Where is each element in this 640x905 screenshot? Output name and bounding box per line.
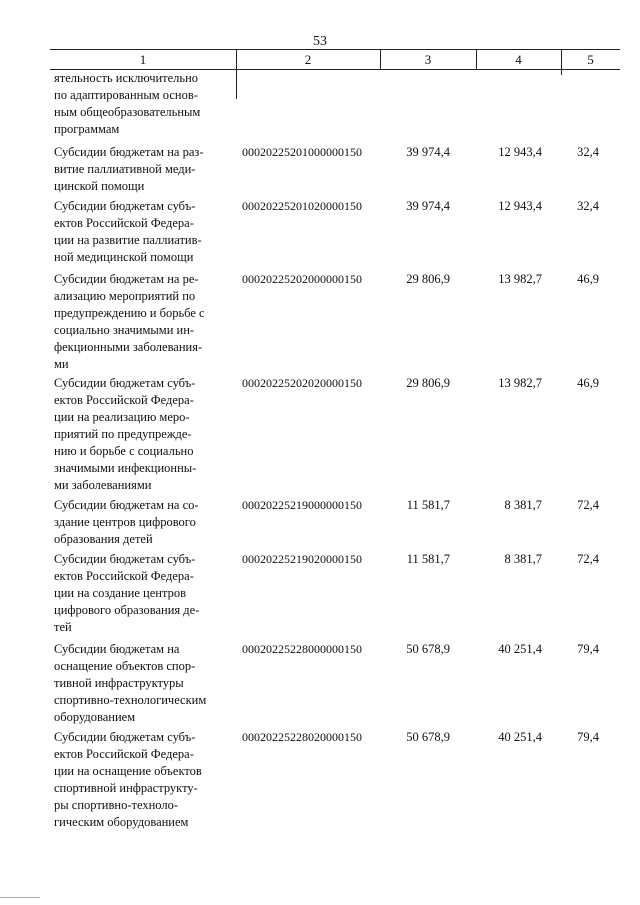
- description-line: ектов Российской Федера-: [54, 569, 194, 583]
- description-line: Субсидии бюджетам на со-: [54, 498, 199, 512]
- description-line: фекционными заболевания-: [54, 340, 203, 354]
- row-description: [54, 729, 232, 831]
- row-code: 00020225219020000150: [242, 552, 362, 566]
- description-line: тивной инфраструктуры: [54, 676, 184, 690]
- row-description: [54, 551, 232, 636]
- page-number: 53: [313, 34, 327, 49]
- row-value-3: 50 678,9: [406, 642, 450, 656]
- description-line: ции на создание центров: [54, 586, 186, 600]
- table-top-border: [50, 49, 620, 50]
- description-line: тей: [54, 620, 72, 634]
- row-code: 00020225201020000150: [242, 199, 362, 213]
- description-line: программам: [54, 122, 120, 136]
- description-line: значимыми инфекционны-: [54, 461, 197, 475]
- description-line: предупреждению и борьбе с: [54, 306, 205, 320]
- column-header-3: 3: [424, 52, 432, 67]
- row-description: [54, 271, 232, 373]
- description-line: ной медицинской помощи: [54, 250, 194, 264]
- description-line: оснащение объектов спор-: [54, 659, 196, 673]
- row-value-3: 39 974,4: [406, 145, 450, 159]
- row-value-5: 46,9: [577, 376, 599, 390]
- row-description: [54, 375, 232, 494]
- row-value-3: 29 806,9: [406, 272, 450, 286]
- description-line: ятельность исключительно: [54, 71, 199, 85]
- description-line: ализацию мероприятий по: [54, 289, 196, 303]
- row-value-5: 32,4: [577, 199, 599, 213]
- description-line: ектов Российской Федера-: [54, 747, 194, 761]
- column-header-1: 1: [139, 52, 147, 67]
- row-description: [54, 70, 232, 138]
- row-value-5: 79,4: [577, 730, 599, 744]
- description-line: ции на реализацию меро-: [54, 410, 190, 424]
- row-description: [54, 497, 232, 548]
- description-line: здание центров цифрового: [54, 515, 196, 529]
- column-header-5: 5: [587, 52, 594, 67]
- description-line: ным общеобразовательным: [54, 105, 201, 119]
- row-value-4: 12 943,4: [498, 199, 542, 213]
- column-header-4: 4: [515, 52, 522, 67]
- description-line: Субсидии бюджетам субъ-: [54, 730, 196, 744]
- col-divider-body-4-5: [561, 69, 562, 75]
- row-code: 00020225228020000150: [242, 730, 362, 744]
- description-line: витие паллиативной меди-: [54, 162, 196, 176]
- row-value-3: 29 806,9: [406, 376, 450, 390]
- description-line: Субсидии бюджетам субъ-: [54, 199, 196, 213]
- row-value-4: 40 251,4: [498, 730, 542, 744]
- row-value-5: 46,9: [577, 272, 599, 286]
- description-line: спортивной инфраструкту-: [54, 781, 198, 795]
- description-line: оборудованием: [54, 710, 136, 724]
- row-value-4: 12 943,4: [498, 145, 542, 159]
- row-value-4: 8 381,7: [504, 498, 542, 512]
- description-line: социально значимыми ин-: [54, 323, 195, 337]
- row-value-5: 72,4: [577, 498, 599, 512]
- row-value-4: 40 251,4: [498, 642, 542, 656]
- row-value-4: 8 381,7: [504, 552, 542, 566]
- description-line: Субсидии бюджетам субъ-: [54, 376, 196, 390]
- description-line: цинской помощи: [54, 179, 145, 193]
- description-line: ции на оснащение объектов: [54, 764, 202, 778]
- description-line: ры спортивно-техноло-: [54, 798, 179, 812]
- column-header-2: 2: [304, 52, 312, 67]
- description-line: Субсидии бюджетам на: [54, 642, 180, 656]
- description-line: ектов Российской Федера-: [54, 216, 194, 230]
- row-code: 00020225219000000150: [242, 498, 362, 512]
- description-line: ектов Российской Федера-: [54, 393, 194, 407]
- description-line: цифрового образования де-: [54, 603, 200, 617]
- row-description: [54, 144, 232, 195]
- description-line: образования детей: [54, 532, 153, 546]
- description-line: приятий по предупрежде-: [54, 427, 192, 441]
- row-code: 00020225202020000150: [242, 376, 362, 390]
- description-line: Субсидии бюджетам субъ-: [54, 552, 196, 566]
- description-line: ми: [54, 357, 69, 371]
- description-line: ми заболеваниями: [54, 478, 152, 492]
- row-code: 00020225201000000150: [242, 145, 362, 159]
- row-code: 00020225202000000150: [242, 272, 362, 286]
- description-line: по адаптированным основ-: [54, 88, 198, 102]
- col-divider-body-1-2: [236, 69, 237, 99]
- description-line: гическим оборудованием: [54, 815, 189, 829]
- description-line: ции на развитие паллиатив-: [54, 233, 202, 247]
- row-description: [54, 641, 232, 726]
- description-line: Субсидии бюджетам на раз-: [54, 145, 204, 159]
- row-value-4: 13 982,7: [498, 272, 542, 286]
- description-line: Субсидии бюджетам на ре-: [54, 272, 199, 286]
- row-value-5: 79,4: [577, 642, 599, 656]
- margin-mark: [0, 897, 40, 898]
- row-value-3: 50 678,9: [406, 730, 450, 744]
- row-value-4: 13 982,7: [498, 376, 542, 390]
- row-description: [54, 198, 232, 266]
- row-value-3: 11 581,7: [406, 552, 450, 566]
- row-value-3: 39 974,4: [406, 199, 450, 213]
- description-line: спортивно-технологическим: [54, 693, 207, 707]
- row-code: 00020225228000000150: [242, 642, 362, 656]
- row-value-5: 72,4: [577, 552, 599, 566]
- row-value-5: 32,4: [577, 145, 599, 159]
- description-line: нию и борьбе с социально: [54, 444, 194, 458]
- row-value-3: 11 581,7: [406, 498, 450, 512]
